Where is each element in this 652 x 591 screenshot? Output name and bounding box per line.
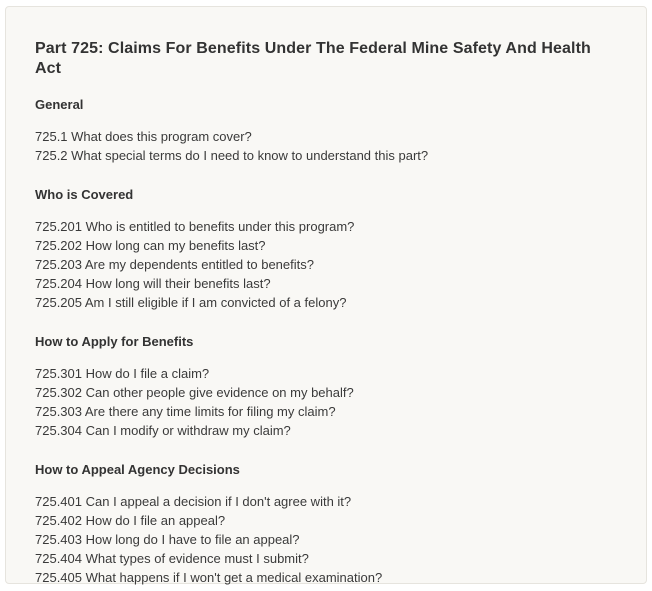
section-who-is-covered: [35, 186, 617, 312]
section-heading: How to Appeal Agency Decisions: [35, 462, 240, 477]
toc-item: [35, 364, 617, 383]
toc-list: [35, 217, 617, 312]
toc-link-725-301[interactable]: 725.301 How do I file a claim?: [35, 366, 210, 381]
toc-item: [35, 402, 617, 421]
toc-item: [35, 568, 617, 587]
toc-link-725-401[interactable]: 725.401 Can I appeal a decision if I don't agree with it?: [35, 494, 352, 509]
toc-item: [35, 236, 617, 255]
toc-list: [35, 364, 617, 440]
section-general: [35, 96, 617, 165]
toc-link-725-204[interactable]: 725.204 How long will their benefits last?: [35, 276, 271, 291]
toc-link-725-201[interactable]: 725.201 Who is entitled to benefits under this program?: [35, 219, 355, 234]
toc-link-725-203[interactable]: 725.203 Are my dependents entitled to benefits?: [35, 257, 314, 272]
content-panel: [5, 6, 647, 584]
toc-list: [35, 127, 617, 165]
toc-link-725-202[interactable]: 725.202 How long can my benefits last?: [35, 238, 266, 253]
toc-item: [35, 383, 617, 402]
toc-link-725-2[interactable]: 725.2 What special terms do I need to know to understand this part?: [35, 148, 429, 163]
toc-item: [35, 217, 617, 236]
toc-item: [35, 421, 617, 440]
toc-link-725-304[interactable]: 725.304 Can I modify or withdraw my claim?: [35, 423, 291, 438]
toc-item: [35, 127, 617, 146]
toc-link-725-405[interactable]: 725.405 What happens if I won't get a medical examination?: [35, 570, 383, 585]
toc-link-725-1[interactable]: 725.1 What does this program cover?: [35, 129, 252, 144]
toc-item: [35, 255, 617, 274]
toc-item: [35, 492, 617, 511]
page-title: Part 725: Claims For Benefits Under The Federal Mine Safety And Health Act: [35, 40, 591, 77]
toc-link-725-404[interactable]: 725.404 What types of evidence must I submit?: [35, 551, 309, 566]
toc-link-725-205[interactable]: 725.205 Am I still eligible if I am convicted of a felony?: [35, 295, 347, 310]
toc-item: [35, 549, 617, 568]
section-how-to-appeal: [35, 461, 617, 587]
toc-link-725-303[interactable]: 725.303 Are there any time limits for filing my claim?: [35, 404, 336, 419]
toc-item: [35, 511, 617, 530]
section-heading: How to Apply for Benefits: [35, 334, 194, 349]
toc-link-725-302[interactable]: 725.302 Can other people give evidence on my behalf?: [35, 385, 354, 400]
toc-link-725-402[interactable]: 725.402 How do I file an appeal?: [35, 513, 226, 528]
toc-item: [35, 530, 617, 549]
section-heading: General: [35, 97, 84, 112]
toc-list: [35, 492, 617, 587]
toc-link-725-403[interactable]: 725.403 How long do I have to file an appeal?: [35, 532, 300, 547]
toc-item: [35, 146, 617, 165]
section-how-to-apply: [35, 333, 617, 440]
toc-item: [35, 274, 617, 293]
toc-item: [35, 293, 617, 312]
section-heading: Who is Covered: [35, 187, 134, 202]
